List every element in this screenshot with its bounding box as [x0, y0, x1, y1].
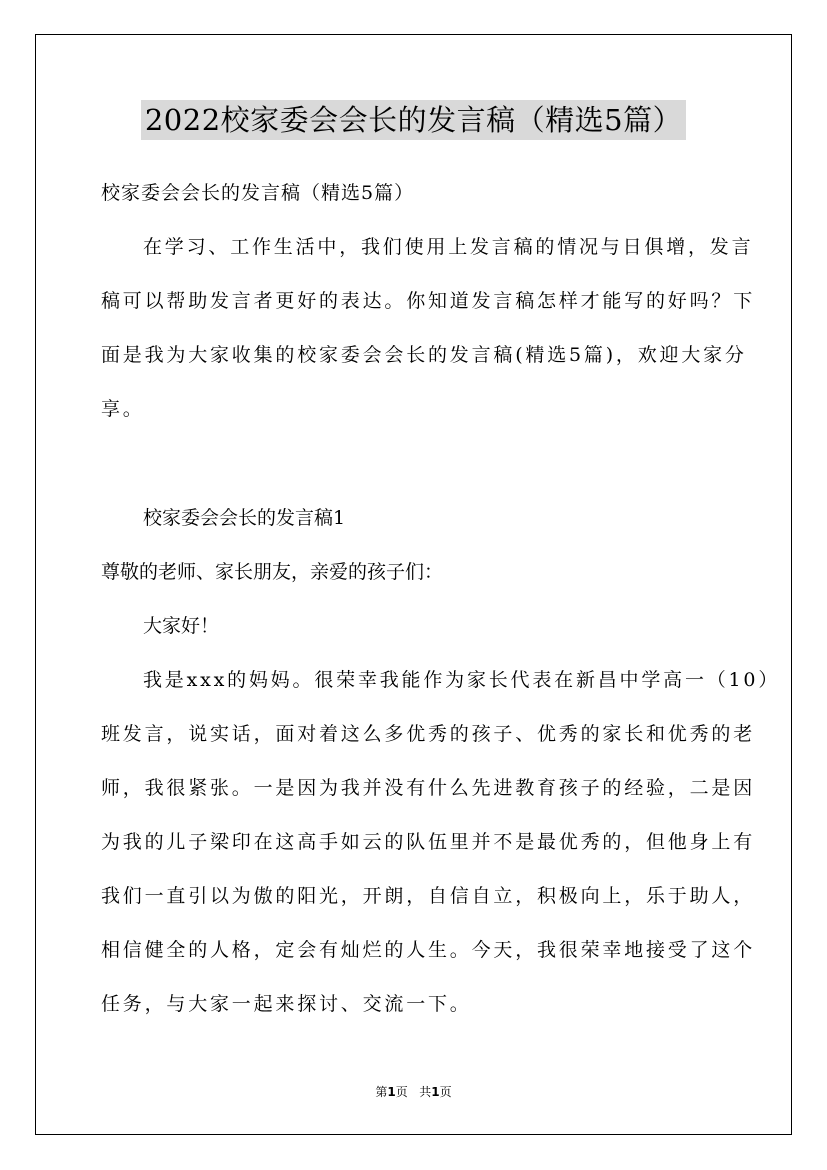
document-subtitle: 校家委会会长的发言稿（精选5篇）: [101, 182, 415, 204]
intro-line: 享。: [101, 398, 145, 420]
total-suffix: 页: [439, 1085, 452, 1099]
section-heading-block: [101, 491, 729, 545]
paragraph-line: 为我的儿子梁印在这高手如云的队伍里并不是最优秀的，但他身上有: [101, 831, 756, 853]
intro-line: 在学习、工作生活中，我们使用上发言稿的情况与日俱增，发言: [143, 236, 754, 258]
greeting-text: 尊敬的老师、家长朋友，亲爱的孩子们：: [101, 561, 444, 583]
paragraph-line: 任务，与大家一起来探讨、交流一下。: [101, 993, 472, 1015]
page-footer: [0, 1083, 827, 1100]
body-paragraph: [101, 653, 781, 1031]
document-title: 2022校家委会会长的发言稿（精选5篇）: [141, 100, 686, 140]
greeting-block: [101, 545, 729, 599]
paragraph-line: 我是xxx的妈妈。很荣幸我能作为家长代表在新昌中学高一（10）: [143, 669, 781, 691]
intro-paragraph: [101, 220, 756, 436]
paragraph-line: 师，我很紧张。一是因为我并没有什么先进教育孩子的经验，二是因: [101, 777, 756, 799]
intro-line: 面是我为大家收集的校家委会会长的发言稿(精选5篇)，欢迎大家分: [101, 344, 747, 366]
hello-block: [101, 599, 729, 653]
paragraph-line: 我们一直引以为傲的阳光，开朗，自信自立，积极向上，乐于助人，: [101, 885, 756, 907]
hello-text: 大家好！: [143, 615, 220, 637]
title-container: [0, 100, 827, 140]
paragraph-line: 相信健全的人格，定会有灿烂的人生。今天，我很荣幸地接受了这个: [101, 939, 756, 961]
page-prefix: 第: [375, 1085, 388, 1099]
document-subtitle-block: [101, 166, 729, 220]
intro-line: 稿可以帮助发言者更好的表达。你知道发言稿怎样才能写的好吗？下: [101, 290, 756, 312]
page-suffix: 页: [395, 1085, 408, 1099]
total-pages: 1: [431, 1085, 440, 1099]
page-number: 1: [387, 1085, 396, 1099]
total-prefix: 共: [419, 1085, 432, 1099]
paragraph-line: 班发言，说实话，面对着这么多优秀的孩子、优秀的家长和优秀的老: [101, 723, 756, 745]
section-heading: 校家委会会长的发言稿1: [143, 507, 346, 529]
